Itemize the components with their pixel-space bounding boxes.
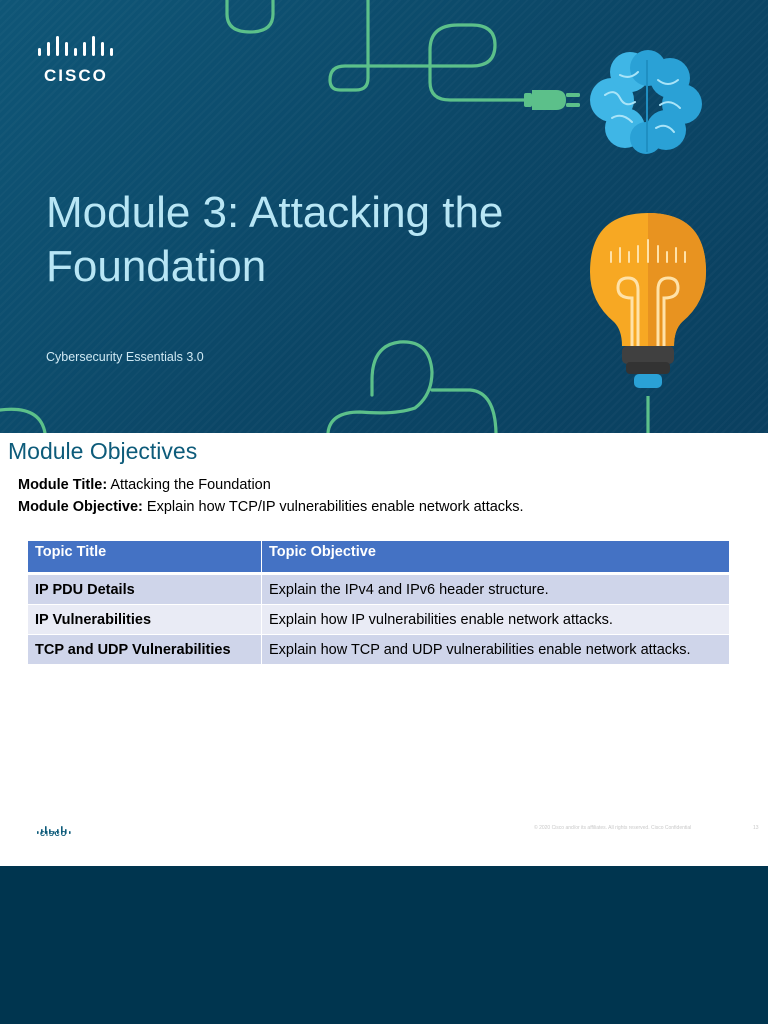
table-row	[28, 635, 730, 665]
topics-table	[28, 541, 730, 665]
topic-title-cell: IP Vulnerabilities	[28, 605, 262, 635]
table-row	[28, 605, 730, 635]
module-title: Module 3: Attacking the Foundation	[46, 188, 504, 291]
next-slide-band	[0, 866, 768, 1024]
page-number: 13	[753, 825, 759, 831]
objectives-slide	[0, 433, 768, 866]
column-header-topic-title: Topic Title	[28, 541, 262, 574]
table-header-row	[28, 541, 730, 574]
table-row	[28, 574, 730, 605]
topic-objective-cell: Explain how TCP and UDP vulnerabilities enable network attacks.	[262, 635, 730, 665]
cisco-logo-icon	[38, 36, 116, 62]
module-objective-label: Module Objective:	[18, 499, 143, 515]
module-title-value: Attacking the Foundation	[110, 477, 271, 493]
topic-title-cell: IP PDU Details	[28, 574, 262, 605]
lightbulb-icon	[590, 213, 706, 433]
footer-cisco-logo	[37, 822, 73, 840]
brain-icon	[590, 50, 702, 154]
topic-title-cell: TCP and UDP Vulnerabilities	[28, 635, 262, 665]
cisco-logo-wordmark: CISCO	[44, 66, 108, 85]
module-objective-value: Explain how TCP/IP vulnerabilities enable network attacks.	[146, 499, 524, 515]
cisco-logo	[38, 36, 118, 86]
title-slide	[0, 0, 768, 433]
course-subtitle: Cybersecurity Essentials 3.0	[46, 350, 204, 364]
topic-objective-cell: Explain the IPv4 and IPv6 header structure.	[262, 574, 730, 605]
objectives-heading: Module Objectives	[8, 438, 198, 464]
module-objective-line	[18, 499, 524, 515]
copyright-text: © 2020 Cisco and/or its affiliates. All rights reserved. Cisco Confidential	[534, 825, 692, 831]
footer-logo-wordmark: CISCO	[40, 831, 68, 838]
module-title-label: Module Title:	[18, 477, 108, 493]
column-header-topic-objective: Topic Objective	[262, 541, 730, 574]
topic-objective-cell: Explain how IP vulnerabilities enable network attacks.	[262, 605, 730, 635]
plug-icon	[524, 90, 580, 110]
module-title-line	[18, 477, 271, 493]
